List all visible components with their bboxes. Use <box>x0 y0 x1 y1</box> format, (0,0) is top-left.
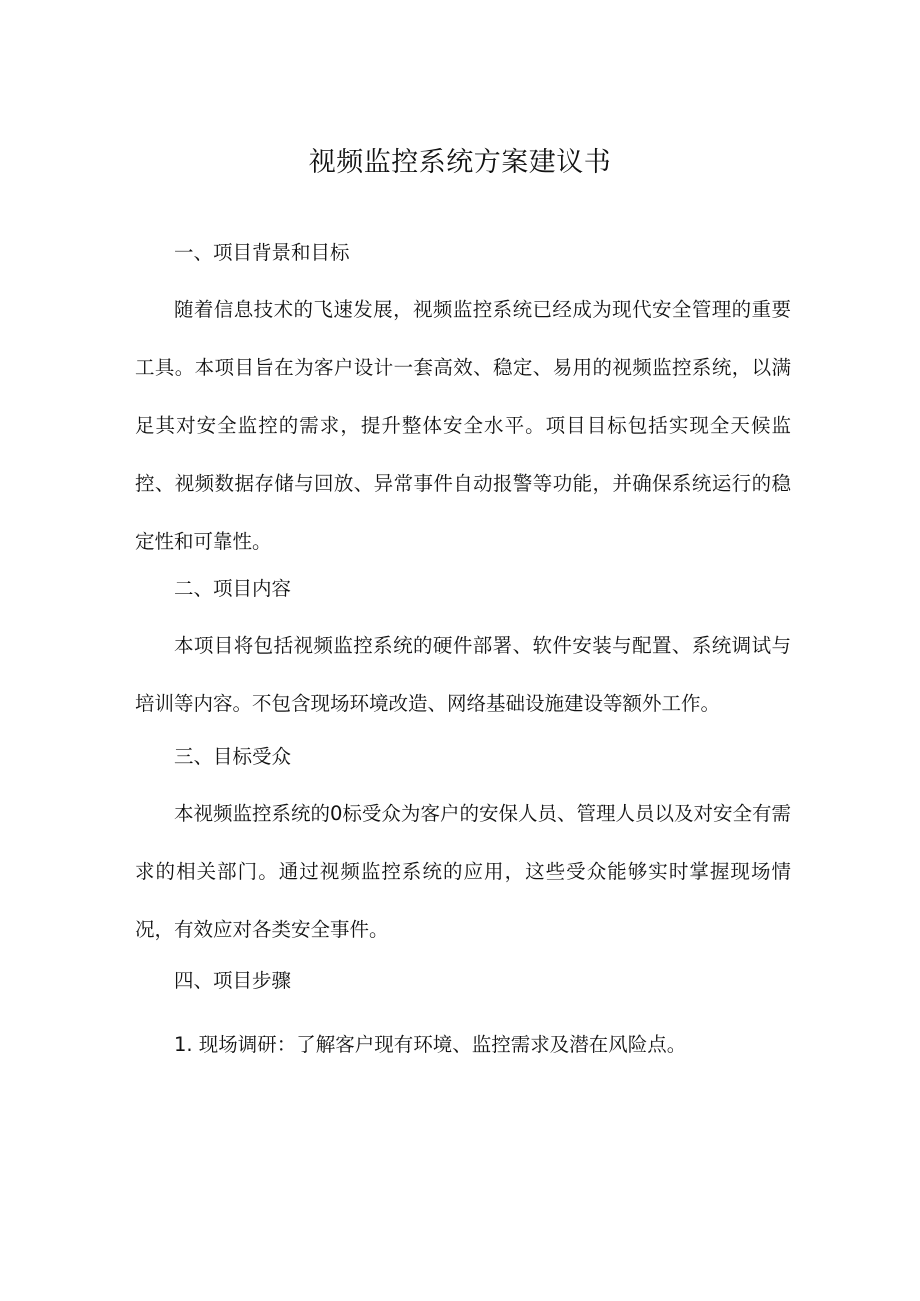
section-heading-content: 二、项目内容 <box>174 577 292 600</box>
document-title: 视频监控系统方案建议书 <box>308 147 612 178</box>
section-heading-background: 一、项目背景和目标 <box>174 241 350 264</box>
section-heading-steps: 四、项目步骤 <box>174 969 292 992</box>
step-item-1: 1. 现场调研：了解客户现有环境、监控需求及潜在风险点。 <box>174 1033 687 1056</box>
section-paragraph-background: 随着信息技术的飞速发展，视频监控系统已经成为现代安全管理的重要工具。本项目旨在为客户设计一套高效、稳定、易用的视频监控系统，以满足其对安全监控的需求，提升整体安全水平。项目目标包括实现全天候监控、视频数据存储与回放、异常事件自动报警等功能，并确保系统运行的稳定性和可靠性。 <box>135 298 791 553</box>
section-heading-audience: 三、目标受众 <box>174 745 292 768</box>
section-paragraph-content: 本项目将包括视频监控系统的硬件部署、软件安装与配置、系统调试与培训等内容。不包含现场环境改造、网络基础设施建设等额外工作。 <box>135 634 791 715</box>
section-paragraph-audience: 本视频监控系统的0标受众为客户的安保人员、管理人员以及对安全有需求的相关部门。通过视频监控系统的应用，这些受众能够实时掌握现场情况，有效应对各类安全事件。 <box>135 802 791 941</box>
